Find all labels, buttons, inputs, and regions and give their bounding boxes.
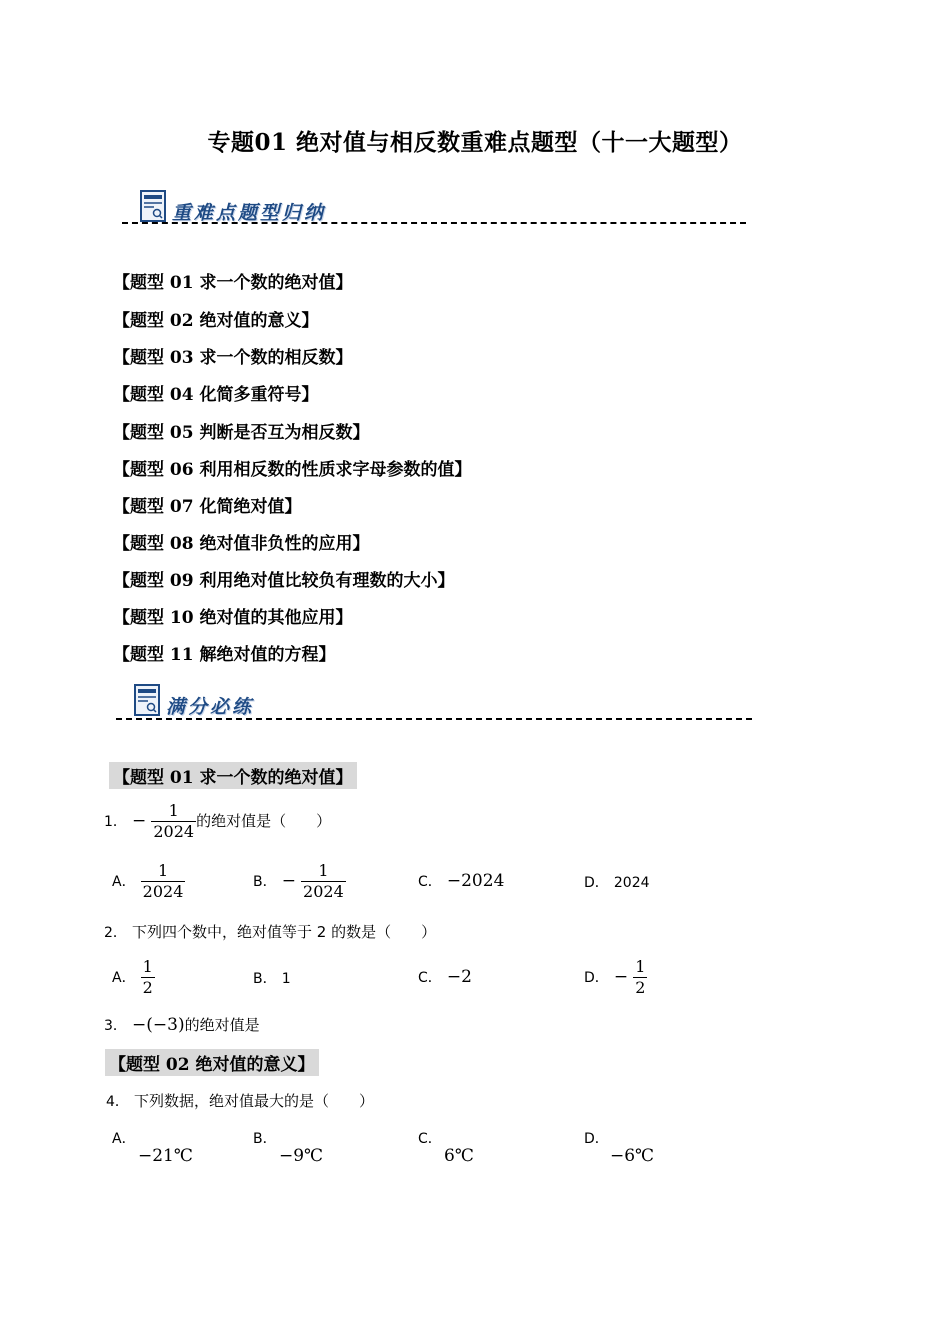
question-text: 的绝对值是（ ） — [196, 812, 332, 830]
option-label: B． — [253, 1131, 277, 1147]
option-label: D． — [584, 875, 609, 891]
toc-item[interactable]: 【题型 01 求一个数的绝对值】 — [113, 273, 353, 293]
section-heading: 【题型 02 绝对值的意义】 — [105, 1049, 319, 1076]
fraction — [301, 861, 346, 902]
question-text: 下列四个数中，绝对值等于 2 的数是（ ） — [132, 923, 437, 941]
minus-sign: − — [281, 871, 296, 891]
option-value: −6℃ — [610, 1146, 655, 1166]
option-c[interactable] — [418, 1128, 474, 1166]
section-banner-summary — [140, 190, 440, 232]
option-a[interactable] — [112, 957, 155, 998]
banner-label: 重难点题型归纳 — [172, 202, 327, 224]
fraction-numerator: 1 — [318, 861, 329, 880]
option-value: 6℃ — [444, 1146, 474, 1166]
option-label: D． — [584, 970, 609, 986]
option-d[interactable] — [584, 1128, 654, 1166]
question-number: 4． — [106, 1094, 129, 1110]
fraction-numerator: 1 — [142, 957, 153, 976]
option-value: −9℃ — [279, 1146, 324, 1166]
document-search-icon — [134, 684, 160, 716]
option-value: 2024 — [613, 875, 650, 891]
option-label: A． — [112, 970, 136, 986]
fraction-denominator: 2024 — [303, 882, 344, 901]
minus-sign: − — [132, 811, 147, 831]
fraction-denominator: 2024 — [153, 822, 195, 841]
option-value: −21℃ — [138, 1146, 193, 1166]
fraction-numerator: 1 — [157, 861, 169, 880]
option-label: C． — [418, 970, 442, 986]
option-label: C． — [418, 874, 442, 890]
toc-item[interactable]: 【题型 04 化简多重符号】 — [113, 385, 319, 405]
fraction — [633, 957, 647, 998]
fraction — [141, 861, 186, 902]
option-a[interactable] — [112, 861, 185, 902]
fraction-denominator: 2 — [142, 978, 153, 997]
fraction-denominator: 2 — [635, 978, 646, 997]
toc-item[interactable]: 【题型 06 利用相反数的性质求字母参数的值】 — [113, 460, 472, 480]
toc-item[interactable]: 【题型 02 绝对值的意义】 — [113, 311, 319, 331]
document-search-icon — [140, 190, 166, 222]
option-label: D． — [584, 1131, 609, 1147]
question-number: 3． — [104, 1018, 127, 1034]
option-a[interactable] — [112, 1128, 193, 1166]
option-label: B． — [253, 971, 277, 987]
fraction — [141, 957, 155, 998]
toc-item[interactable]: 【题型 05 判断是否互为相反数】 — [113, 423, 370, 443]
toc-item[interactable]: 【题型 10 绝对值的其他应用】 — [113, 608, 353, 628]
fraction-numerator: 1 — [168, 801, 179, 820]
option-label: C． — [418, 1131, 442, 1147]
minus-sign: − — [613, 967, 629, 987]
banner-label: 满分必练 — [166, 696, 255, 718]
section-heading: 【题型 01 求一个数的绝对值】 — [109, 762, 357, 789]
toc-item[interactable]: 【题型 09 利用绝对值比较负有理数的大小】 — [113, 571, 455, 591]
option-label: A． — [112, 874, 136, 890]
option-value: −2 — [446, 967, 472, 987]
option-d[interactable] — [584, 957, 647, 998]
option-d[interactable] — [584, 872, 650, 892]
divider — [116, 718, 752, 720]
question-number: 2． — [104, 925, 127, 941]
option-label: A． — [112, 1131, 136, 1147]
math-expression: −(−3) — [132, 1015, 185, 1035]
question-3 — [104, 1014, 260, 1035]
question-text: 的绝对值是 — [184, 1016, 260, 1034]
toc-item[interactable]: 【题型 11 解绝对值的方程】 — [113, 645, 336, 665]
option-c[interactable] — [418, 871, 504, 891]
option-b[interactable] — [253, 968, 291, 988]
option-value: 1 — [281, 971, 291, 987]
page-title: 专题01 绝对值与相反数重难点题型（十一大题型） — [207, 129, 743, 156]
question-text: 下列数据，绝对值最大的是（ ） — [134, 1092, 375, 1110]
toc-item[interactable]: 【题型 03 求一个数的相反数】 — [113, 348, 353, 368]
option-b[interactable] — [253, 1128, 323, 1166]
option-b[interactable] — [253, 861, 346, 902]
option-label: B． — [253, 874, 277, 890]
fraction-denominator: 2024 — [142, 882, 184, 901]
toc-item[interactable]: 【题型 07 化简绝对值】 — [113, 497, 302, 517]
fraction — [151, 801, 196, 842]
question-1 — [104, 801, 331, 842]
question-2 — [104, 921, 436, 942]
fraction-numerator: 1 — [635, 957, 646, 976]
toc-item[interactable]: 【题型 08 绝对值非负性的应用】 — [113, 534, 370, 554]
question-4 — [106, 1090, 374, 1111]
question-number: 1． — [104, 814, 127, 830]
option-value: −2024 — [446, 871, 505, 891]
divider — [122, 222, 746, 224]
option-c[interactable] — [418, 967, 472, 987]
